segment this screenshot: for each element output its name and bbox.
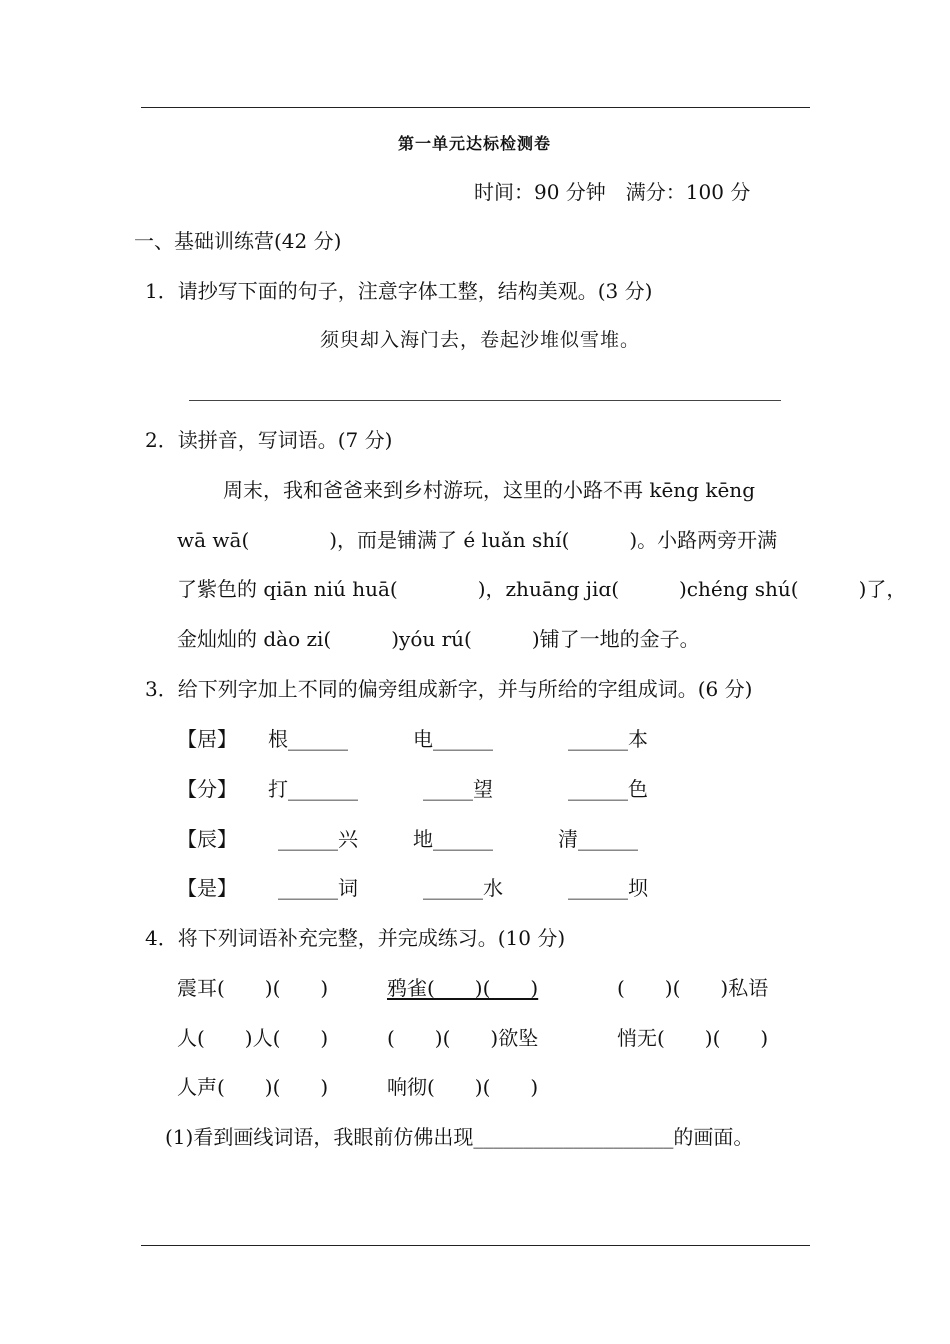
word-blank[interactable]: ______词 — [278, 876, 358, 900]
question-2-line: 金灿灿的 dào zi( )yóu rú( )铺了一地的金子。 — [177, 627, 700, 651]
question-2-prompt: 2．读拼音，写词语。(7 分) — [145, 428, 393, 452]
word-blank[interactable]: ______兴 — [278, 827, 358, 851]
word-blank[interactable]: 清______ — [558, 827, 638, 851]
question-4-sub-1: (1)看到画线词语，我眼前仿佛出现____________________的画面。 — [165, 1125, 754, 1149]
underlined-idiom-blank[interactable]: 鸦雀( )( ) — [387, 976, 539, 1000]
page-title: 第一单元达标检测卷 — [398, 134, 552, 153]
bottom-rule — [141, 1245, 810, 1246]
radical-key: 【分】 — [177, 777, 237, 801]
top-rule — [141, 107, 810, 108]
word-blank[interactable]: ______坝 — [568, 876, 648, 900]
idiom-blank[interactable]: ( )( )私语 — [617, 976, 769, 1000]
word-blank[interactable]: ______水 — [423, 876, 503, 900]
word-blank[interactable]: ______本 — [568, 727, 648, 751]
idiom-blank[interactable]: 人声( )( ) — [177, 1075, 329, 1099]
radical-key: 【是】 — [177, 876, 237, 900]
word-blank[interactable]: 电______ — [413, 727, 493, 751]
radical-key: 【辰】 — [177, 827, 237, 851]
idiom-blank[interactable]: 响彻( )( ) — [387, 1075, 539, 1099]
question-3-prompt: 3．给下列字加上不同的偏旁组成新字，并与所给的字组成词。(6 分) — [145, 677, 753, 701]
question-1-prompt: 1．请抄写下面的句子，注意字体工整，结构美观。(3 分) — [145, 279, 653, 303]
word-blank[interactable]: _____望 — [423, 777, 493, 801]
idiom-blank[interactable]: 悄无( )( ) — [617, 1026, 769, 1050]
section-title: 一、基础训练营(42 分) — [134, 229, 342, 253]
idiom-blank[interactable]: 震耳( )( ) — [177, 976, 329, 1000]
question-2-line: 了紫色的 qiān niú huā( )，zhuāng jiɑ( )chéng shú( )了， — [177, 577, 907, 601]
question-4-prompt: 4．将下列词语补充完整，并完成练习。(10 分) — [145, 926, 566, 950]
word-blank[interactable]: 打_______ — [268, 777, 358, 801]
word-blank[interactable]: 根______ — [268, 727, 348, 751]
question-2-line: 周末，我和爸爸来到乡村游玩，这里的小路不再 kēng kēng — [223, 478, 755, 502]
idiom-blank[interactable]: 人( )人( ) — [177, 1026, 329, 1050]
question-2-line: wā wā( )，而是铺满了 é luǎn shí( )。小路两旁开满 — [177, 528, 778, 552]
word-blank[interactable]: ______色 — [568, 777, 648, 801]
question-1-sentence: 须臾却入海门去，卷起沙堆似雪堆。 — [320, 329, 641, 351]
time-info: 时间：90 分钟 满分：100 分 — [474, 180, 751, 204]
radical-key: 【居】 — [177, 727, 237, 751]
word-blank[interactable]: 地______ — [413, 827, 493, 851]
idiom-blank[interactable]: ( )( )欲坠 — [387, 1026, 539, 1050]
copy-answer-line[interactable] — [189, 400, 781, 401]
